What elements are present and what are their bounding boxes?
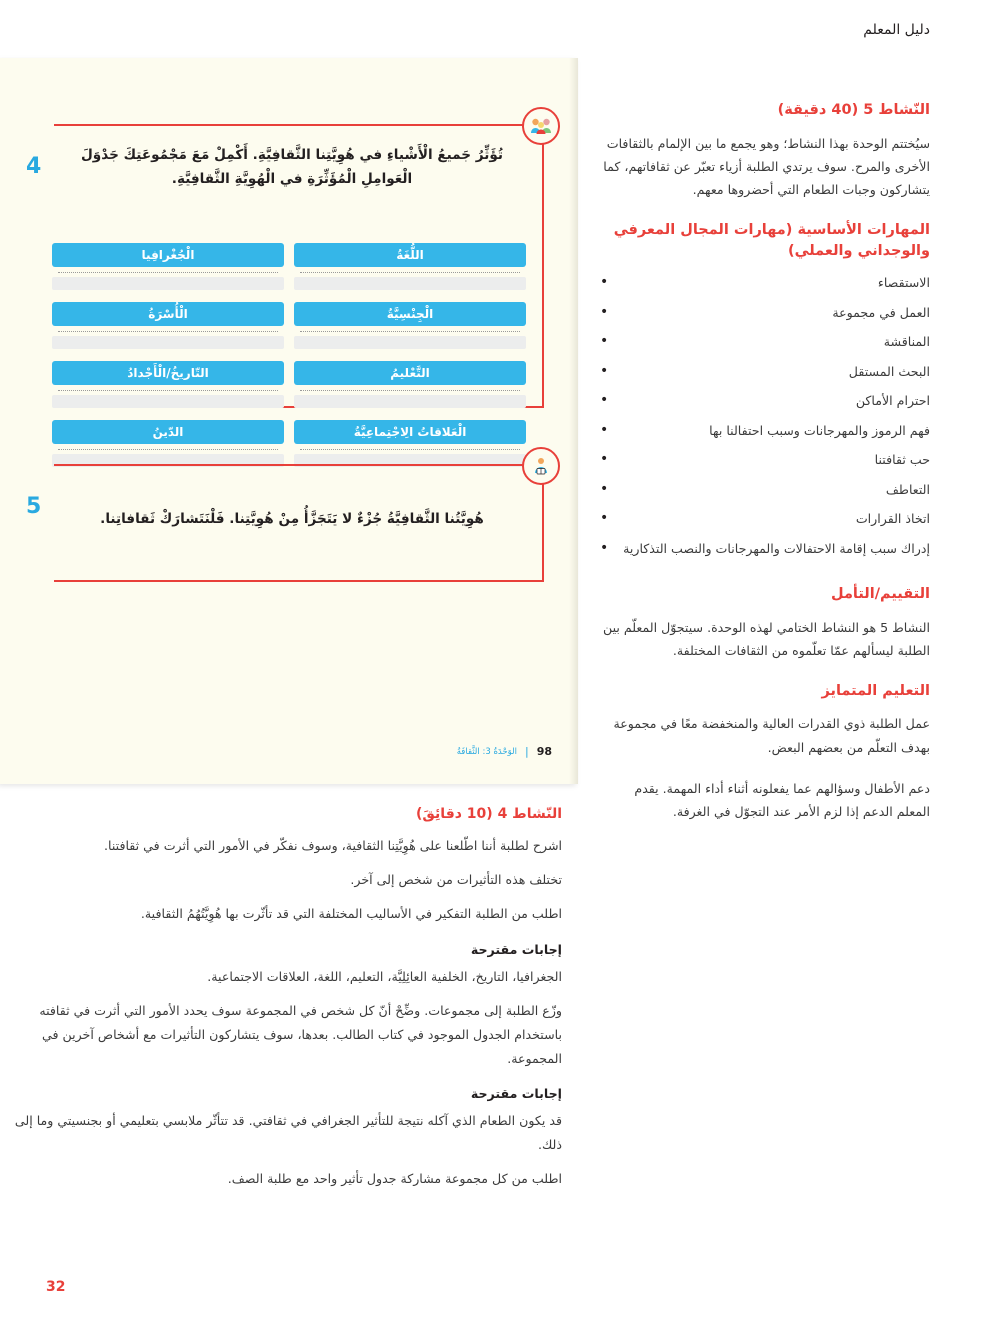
book-reader-icon: [522, 447, 560, 485]
list-item: المناقشة •: [600, 332, 930, 352]
factor-label: التّاريخُ/الْأَجْدادُ: [52, 361, 284, 385]
factor-answer-blank[interactable]: [52, 395, 284, 408]
folio-unit-label: الوَحْدَةُ 3: الثَّقافَةُ: [456, 746, 517, 757]
teacher-notes-column: [600, 100, 930, 842]
factor-divider: [58, 390, 278, 391]
factor-divider: [300, 272, 520, 273]
group-avatar-icon: [522, 107, 560, 145]
factor-divider: [300, 390, 520, 391]
factor-item: [294, 243, 526, 290]
expected-answers-text-2: قد يكون الطعام الذي آكله نتيجة للتأثير الجغرافي في ثقافتي. قد تتأثّر ملابسي بتعليمي أو بجنسيتي وما إلى ذلك.: [14, 1113, 562, 1153]
list-item: إدراك سبب إقامة الاحتفالات والمهرجانات والنصب التذكارية •: [600, 539, 930, 559]
list-item: البحث المستقل •: [600, 362, 930, 382]
factor-answer-blank[interactable]: [52, 336, 284, 349]
activity5-heading: النّشاط 5 (40 دقيقة): [777, 102, 930, 118]
activity4-note-paragraph-1: اشرح لطلبة أننا اطّلعنا على هُوِيَّتِنا الثقافية، وسوف نفكّر في الأمور التي أثرت في ثقافتنا.: [104, 838, 562, 853]
factor-divider: [300, 449, 520, 450]
activity5-top-rule: [54, 464, 544, 466]
list-item: العمل في مجموعة •: [600, 303, 930, 323]
differentiation-heading: التعليم المتمايز: [821, 682, 930, 699]
factor-item: [294, 361, 526, 408]
list-item: التعاطف •: [600, 480, 930, 500]
folio-number: 98: [536, 745, 552, 758]
book-folio: [457, 745, 552, 758]
activity4-note-paragraph-5: اطلب من كل مجموعة مشاركة جدول تأثير واحد مع طلبة الصف.: [227, 1171, 562, 1187]
differentiation-paragraph-1: عمل الطلبة ذوي القدرات العالية والمنخفضة معًا في مجموعة بهدف التعلّم من بعضهم البعض.: [613, 716, 930, 755]
factor-divider: [58, 331, 278, 332]
activity4-bracket: [542, 124, 544, 408]
factor-item: [52, 361, 284, 408]
activity4-notes-heading: النّشاط 4 (10 دقائِقَ): [416, 806, 562, 822]
factor-label: الدّينُ: [52, 420, 284, 444]
page-number: 32: [46, 1279, 66, 1295]
expected-answers-heading-2: إجابات مقترحة: [470, 1086, 562, 1102]
activity4-number: 4: [26, 154, 42, 179]
activity5-number: 5: [26, 494, 42, 519]
factor-item: [52, 420, 284, 467]
factor-item: [52, 302, 284, 349]
activity4-note-paragraph-3: اطلب من الطلبة التفكير في الأساليب المختلفة التي قد تأثّرت بها هُوِيَّتُهُمُ الثقافية.: [140, 905, 562, 921]
factor-item: [294, 302, 526, 349]
activity5-paragraph: سيُختتم الوحدة بهذا النشاط؛ وهو يجمع ما بين الإلمام بالثقافات الأخرى والمرح. سوف يرتدي الطلبة أزياء تعبّر عن ثقافاتهم، كما يتشاركون وجبات الطعام التي أحضروها معهم.: [603, 135, 930, 198]
factor-label: الْأُسْرَةُ: [52, 302, 284, 326]
activity5-bottom-rule: [54, 580, 544, 582]
expected-answers-heading-1: إجابات مقترحة: [470, 941, 562, 957]
factor-label: الْجِنْسِيَّةُ: [294, 302, 526, 326]
list-item: الاستقصاء •: [600, 273, 930, 293]
factor-label: اللُّغَةُ: [294, 243, 526, 267]
factor-item: [294, 420, 526, 467]
skills-list: [600, 273, 930, 558]
student-book-page-preview: [0, 58, 578, 784]
factor-label: الْعَلاقاتُ الِاجْتِماعِيَّةُ: [294, 420, 526, 444]
list-item: احترام الأماكن •: [600, 391, 930, 411]
assessment-paragraph: النشاط 5 هو النشاط الختامي لهذه الوحدة. سيتجوّل المعلّم بين الطلبة ليسألهم عمّا تعلّموه من الثقافات المختلفة.: [602, 620, 930, 659]
factor-answer-blank[interactable]: [52, 277, 284, 290]
activity4-notes-column: [0, 806, 578, 1201]
factor-label: التَّعْليمُ: [294, 361, 526, 385]
assessment-heading: التقييم/التأمل: [831, 586, 930, 603]
list-item: حب ثقافتنا •: [600, 450, 930, 470]
activity4-top-rule: [54, 124, 544, 126]
skills-heading: المهارات الأساسية (مهارات المجال المعرفي والوجداني والعملي): [613, 221, 930, 260]
page-header-title: دليل المعلم: [863, 22, 930, 38]
activity4-note-paragraph-4: وزّع الطلبة إلى مجموعات. وضِّحْ أنّ كل شخص في المجموعة سوف يحدد الأمور التي أثرت في ثقافته باستخدام الجدول الموجود في كتاب الطالب. بعدها، سوف يتشاركون التأثيرات مع أشخاص آخرين في المجموعة.: [39, 1002, 562, 1066]
factors-column-left: [294, 243, 526, 467]
list-item: فهم الرموز والمهرجانات وسبب احتفالنا بها •: [600, 421, 930, 441]
factor-answer-blank[interactable]: [294, 336, 526, 349]
factor-divider: [300, 331, 520, 332]
factor-label: الْجُغْرافِيا: [52, 243, 284, 267]
activity4-note-paragraph-2: تختلف هذه التأثيرات من شخص إلى آخر.: [350, 871, 562, 887]
activity5-instruction: هُوِيَّتُنا الثَّقافِيَّةُ جُزْءٌ لا يَتَجَزَّأُ مِنْ هُوِيَّتِنا. فَلْنَتَشارَكْ ثَقافاتِنا.: [100, 511, 484, 527]
culture-factors-table: [52, 243, 526, 467]
activity4-instruction: تُؤَثِّرُ جَميعُ الْأَشْياءِ في هُوِيَّتِنا الثَّقافِيَّةِ. أَكْمِلْ مَعَ مَجْمُوعَتِكَ جَدْوَلَ الْعَوامِلِ الْمُؤَثِّرَةِ في الْهُوِيَّةِ الثَّقافِيَّةِ.: [81, 147, 503, 187]
factor-divider: [58, 449, 278, 450]
factor-answer-blank[interactable]: [294, 277, 526, 290]
differentiation-paragraph-2: دعم الأطفال وسؤالهم عما يفعلونه أثناء أداء المهمة. يقدم المعلم الدعم إذا لزم الأمر عند التجوّل في الغرفة.: [634, 780, 930, 820]
factor-divider: [58, 272, 278, 273]
folio-separator: |: [524, 745, 529, 758]
expected-answers-text-1: الجغرافيا، التاريخ، الخلفية العائِلِيَّة، التعليم، اللغة، العلاقات الاجتماعية.: [207, 968, 562, 984]
factors-column-right: [52, 243, 284, 467]
factor-answer-blank[interactable]: [294, 395, 526, 408]
list-item: اتخاذ القرارات •: [600, 509, 930, 529]
factor-item: [52, 243, 284, 290]
